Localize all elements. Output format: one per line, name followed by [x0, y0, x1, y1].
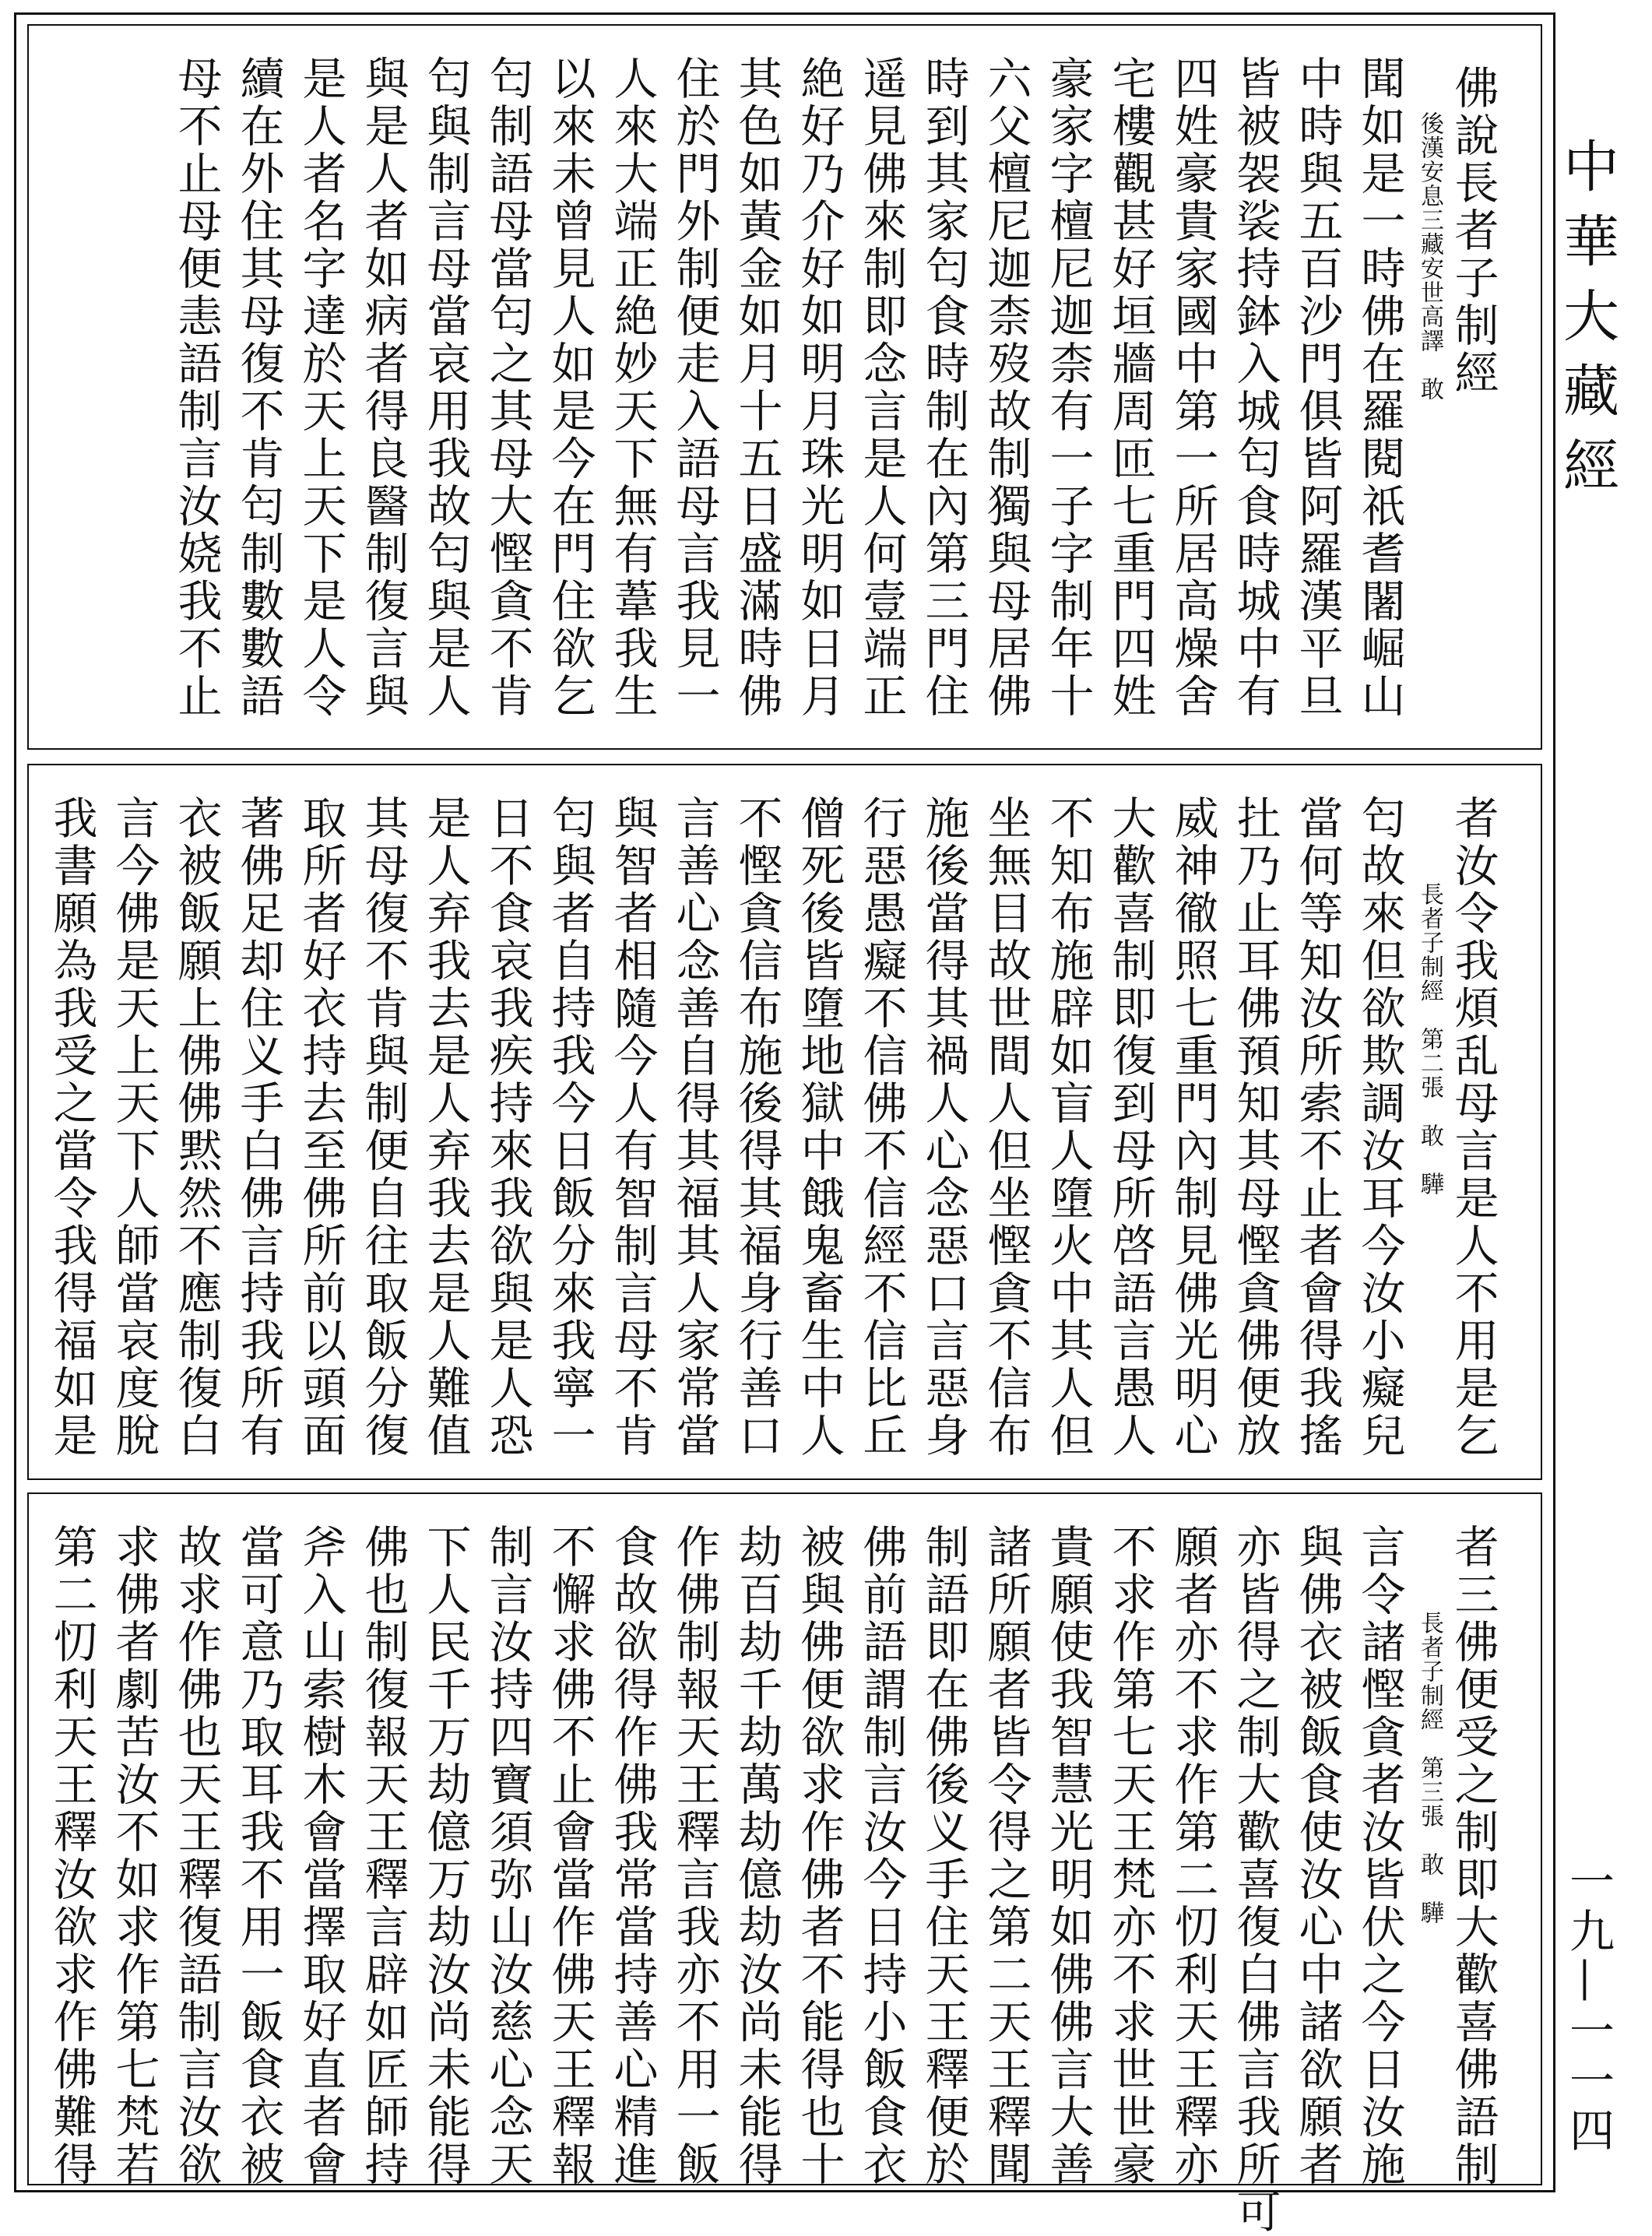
text-column: 求佛者劇苦汝不如求作第七梵若: [108, 1524, 160, 2189]
text-column: 不求作第七天王梵亦不求世世豪: [1105, 1524, 1156, 2189]
text-column: 聞如是一時佛在羅閱祇耆闍崛山: [1354, 55, 1405, 720]
text-column: 劫百劫千劫萬劫億劫汝尚未能得: [731, 1524, 782, 2189]
panel-2: [27, 764, 1542, 1480]
panel-3: [27, 1492, 1542, 2236]
text-column: 匄制語母當匄之其母大慳貪不肯: [482, 55, 533, 720]
text-column: 與是人者如病者得良醫制復言與: [357, 55, 409, 720]
text-column: 言今佛是天上天下人師當哀度脫: [108, 795, 160, 1460]
text-column: 被與佛便欲求作佛者不能得也十: [793, 1524, 845, 2189]
text-column: 佛也制復報天王釋言辟如匠師持: [357, 1524, 409, 2189]
text-column: 故求作佛也天王釋復語制言汝欲: [170, 1524, 222, 2189]
text-column: 作佛制報天王釋言我亦不用一飯: [669, 1524, 720, 2189]
text-column: 佛前語謂制言汝今日持小飯食衣: [856, 1524, 907, 2189]
text-column: 衣被飯願上佛佛黙然不應制復白: [170, 795, 222, 1460]
text-column: 遥見佛來制即念言是人何壹端正: [856, 55, 907, 720]
text-column: 住於門外制便走入語母言我見一: [669, 55, 720, 720]
text-column: 與智者相隨今人有智制言母不肯: [606, 795, 658, 1460]
page-number: 一九—一一四: [1562, 1858, 1615, 2157]
text-column: 當何等知汝所索不止者會得我搖: [1292, 795, 1343, 1460]
panel-1: [27, 24, 1542, 750]
text-column: 制語即在佛後义手住天王釋便於: [918, 1524, 969, 2189]
text-column: 下人民千万劫億万劫汝尚未能得: [420, 1524, 471, 2189]
text-column: 六父檀尼迦柰歿故制獨與母居佛: [980, 55, 1032, 720]
text-column: 大歡喜制即復到母所啓語言愚人: [1105, 795, 1156, 1460]
text-column: 制言汝持四寶須弥山汝慈心念天: [482, 1524, 533, 2189]
text-column: 其母復不肯與制便自往取飯分復: [357, 795, 409, 1460]
text-column: 願者亦不求作第二忉利天王釋亦: [1167, 1524, 1218, 2189]
text-column: 日不食哀我疾持來我欲與是人恐: [482, 795, 533, 1460]
text-column: 者三佛便受之制即大歡喜佛語制: [1447, 1524, 1499, 2189]
text-column: 不慳貪信布施後得其福身行善口: [731, 795, 782, 1460]
page-frame: [14, 12, 1555, 2236]
running-head: 長者子制經 第二張 敢 驊: [1416, 882, 1443, 1196]
text-column: 時到其家匄食時制在內第三門住: [918, 55, 969, 720]
text-column: 者汝令我煩乱母言是人不用是乞: [1447, 795, 1499, 1460]
text-column: 我書願為我受之當令我得福如是: [46, 795, 97, 1460]
text-column: 言善心念善自得其福其人家常當: [669, 795, 720, 1460]
text-column: 著佛足却住义手白佛言持我所有: [233, 795, 284, 1460]
text-column: 皆被袈裟持鉢入城匄食時城中有: [1229, 55, 1281, 720]
text-column: 是人弃我去是人弃我去是人難值: [420, 795, 471, 1460]
text-column: 第二忉利天王釋汝欲求作佛難得: [46, 1524, 97, 2189]
text-column: 扗乃止耳佛預知其母慳貪佛便放: [1229, 795, 1281, 1460]
text-column: 當可意乃取耳我不用一飯食衣被: [233, 1524, 284, 2189]
running-head: 後漢安息三藏安世高譯 敢: [1416, 111, 1443, 401]
text-column: 匄與制言母當哀用我故匄與是人: [420, 55, 471, 720]
text-column: 中時與五百沙門俱皆阿羅漢平旦: [1292, 55, 1343, 720]
text-column: 人來大端正絶妙天下無有葦我生: [606, 55, 658, 720]
text-column: 諸所願者皆令得之第二天王釋聞: [980, 1524, 1032, 2189]
text-column: 食故欲得作佛我常當持善心精進: [606, 1524, 658, 2189]
text-column: 與佛衣被飯食使汝心中諸欲願者: [1292, 1524, 1343, 2189]
text-column: 行惡愚癡不信佛不信經不信比丘: [856, 795, 907, 1460]
sutra-page: [14, 12, 1638, 2236]
text-column: 絶好乃介好如明月珠光明如日月: [793, 55, 845, 720]
text-column: 母不止母便恚語制言汝娆我不止: [170, 55, 222, 720]
text-column: 以來未曾見人如是今在門住欲乞: [544, 55, 596, 720]
collection-title: 中華大藏經: [1554, 137, 1619, 511]
text-column: 四姓豪貴家國中第一所居高燥舍: [1167, 55, 1218, 720]
text-column: 貴願使我智慧光明如佛佛言大善: [1042, 1524, 1094, 2189]
text-column: 僧死後皆墮地獄中餓鬼畜生中人: [793, 795, 845, 1460]
text-column: 威神徹照七重門內制見佛光明心: [1167, 795, 1218, 1460]
text-column: 匄故來但欲欺調汝耳今汝小癡兒: [1354, 795, 1405, 1460]
text-column: 匄與者自持我今日飯分來我寧一: [544, 795, 596, 1460]
text-column: 其色如黃金如月十五日盛滿時佛: [731, 55, 782, 720]
text-column: 是人者名字達於天上天下是人令: [295, 55, 346, 720]
text-column: 宅樓觀甚好垣牆周匝七重門四姓: [1105, 55, 1156, 720]
text-column: 施後當得其禍人心念惡口言惡身: [918, 795, 969, 1460]
text-column: 斧入山索樹木會當擇取好直者會: [295, 1524, 346, 2189]
text-column: 不知布施辟如盲人墮火中其人但: [1042, 795, 1094, 1460]
text-column: 坐無目故世間人但坐慳貪不信布: [980, 795, 1032, 1460]
text-column: 亦皆得之制大歡喜復白佛言我所可: [1229, 1524, 1281, 2236]
text-column: 不懈求佛不止會當作佛天王釋報: [544, 1524, 596, 2189]
text-column: 佛說長者子制經: [1447, 65, 1499, 397]
text-column: 豪家字檀尼迦柰有一子字制年十: [1042, 55, 1094, 720]
text-column: 續在外住其母復不肯匄制數數語: [233, 55, 284, 720]
running-head: 長者子制經 第三張 敢 驊: [1416, 1611, 1443, 1925]
text-column: 取所者好衣持去至佛所前以頭面: [295, 795, 346, 1460]
text-column: 言令諸慳貪者汝皆伏之今日汝施: [1354, 1524, 1405, 2189]
